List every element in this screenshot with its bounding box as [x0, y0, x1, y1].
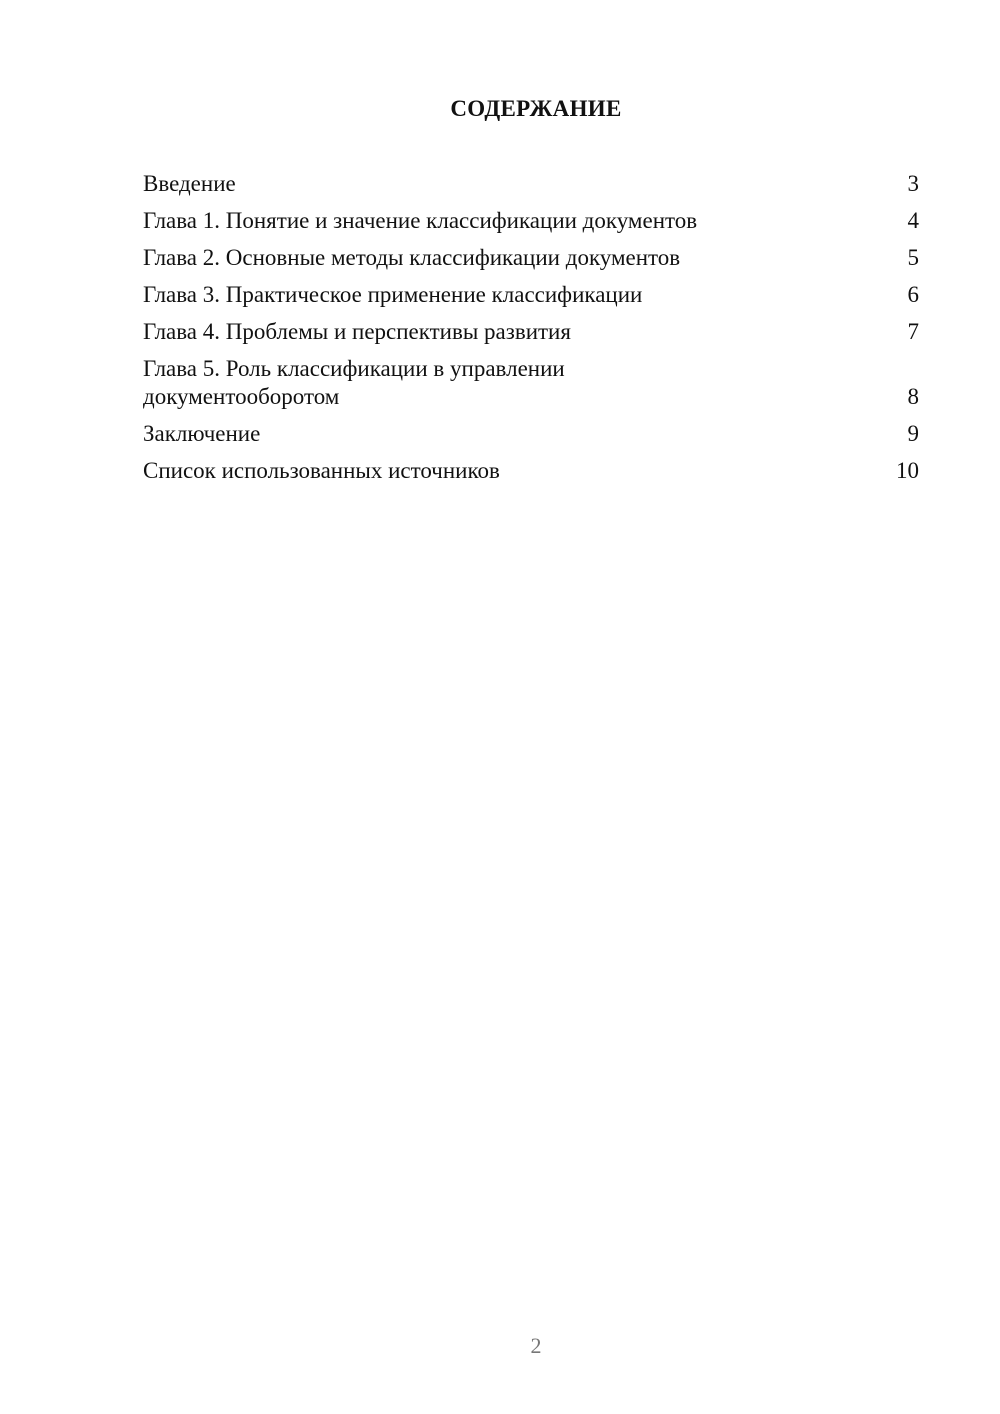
toc-entry-label: Введение — [143, 171, 236, 196]
toc-entry-label: Глава 1. Понятие и значение классификации документов — [143, 208, 698, 233]
toc-entry[interactable] — [143, 281, 919, 309]
toc-entry[interactable] — [143, 318, 919, 346]
toc-entry-page: 5 — [907, 245, 919, 270]
table-of-contents — [143, 170, 919, 494]
page-title: СОДЕРЖАНИЕ — [450, 96, 622, 121]
toc-entry-label: Глава 4. Проблемы и перспективы развития — [143, 319, 571, 344]
toc-entry-page: 7 — [907, 319, 919, 344]
toc-entry-label: Глава 3. Практическое применение классификации — [143, 282, 643, 307]
toc-entry-label: Глава 2. Основные методы классификации документов — [143, 245, 681, 270]
toc-entry-page: 8 — [907, 384, 919, 409]
toc-entry-page: 9 — [907, 421, 919, 446]
toc-entry[interactable] — [143, 207, 919, 235]
toc-entry-page: 3 — [907, 171, 919, 196]
toc-entry[interactable] — [143, 355, 919, 411]
toc-entry-label: Список использованных источников — [143, 458, 500, 483]
toc-entry[interactable] — [143, 244, 919, 272]
toc-entry-page: 10 — [896, 458, 919, 483]
toc-entry[interactable] — [143, 457, 919, 485]
page-number: 2 — [530, 1333, 542, 1358]
toc-entry-label: Глава 5. Роль классификации в управлении документооборотом — [143, 356, 565, 409]
toc-entry[interactable] — [143, 170, 919, 198]
toc-entry-label: Заключение — [143, 421, 261, 446]
toc-entry-page: 4 — [907, 208, 919, 233]
toc-entry[interactable] — [143, 420, 919, 448]
toc-entry-page: 6 — [907, 282, 919, 307]
